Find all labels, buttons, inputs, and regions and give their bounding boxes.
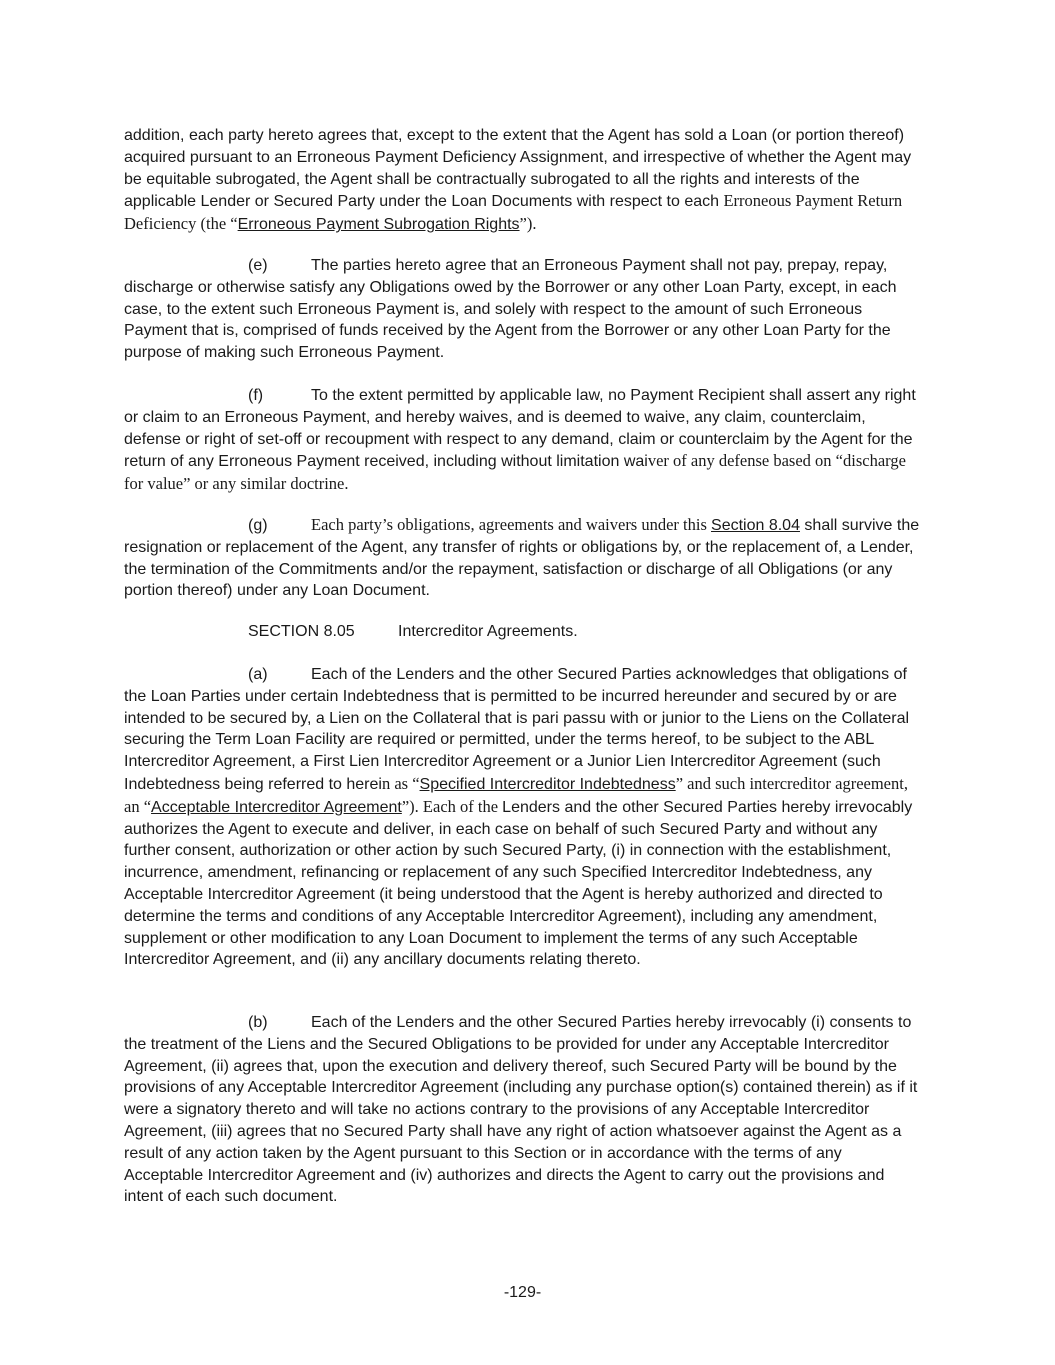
- paragraph-text: Each of the Lenders and the other Secured Parties acknowledges that obligations of the Loan Parties under certain Indebtedness that is permitted to be incurred hereunder and secured by or are intended to be secured by, a Lien on the Collateral that is pari passu with or junior to the Liens on the Collateral securing the Term Loan Facility are required or permitted, under the terms hereof, to be subject to the ABL Intercreditor Agreement, a First Lien Intercreditor Agreement or a Junior Lien Intercreditor Agreement (such Indebtedness being referred to herei: [124, 666, 910, 793]
- paragraph-text: addition, each party hereto agrees that, except to the extent that the Agent has sold a Loan (or portion thereof) acquired pursuant to an Erroneous Payment Deficiency Assignment, and irrespective of whether the Agent may be equitable subrogated, the Agent shall be contractually subrogated to all the rights and interests of the applicable Lender or Secured Party under the Loan Documents with respect to each: [124, 127, 912, 211]
- paragraph-continuation: [124, 125, 924, 236]
- paragraph-text-serif: ”).: [519, 214, 537, 234]
- paragraph-e: [124, 255, 924, 364]
- paragraph-label: (g): [248, 517, 268, 534]
- paragraph-text: To the extent permitted by applicable law, no Payment Recipient shall assert any right or claim to an Erroneous Payment, and hereby waives, and is deemed to waive, any claim, counterclaim, defense or right of set-off or recoupment with respect to any demand, claim or counterclaim by the Agent for the return of any Erroneous Payment received, including without limitation wai: [124, 387, 916, 471]
- paragraph-text: The parties hereto agree that an Erroneous Payment shall not pay, prepay, repay, discharge or otherwise satisfy any Obligations owed by the Borrower or any other Loan Party, except, in each case, to the extent such Erroneous Payment is, and solely with respect to the amount of such Erroneous Payment that is, comprised of funds received by the Agent from the Borrower or any other Loan Party for the purpose of making such Erroneous Payment.: [124, 257, 897, 362]
- paragraph-text: Lenders and the other Secured Parties hereby irrevocably authorizes the Agent to execute and deliver, in each case on behalf of such Secured Party and without any further consent, authorization or other action by such Secured Party, (i) in connection with the establishment, incurrence, amendment, refinancing or replacement of any such Specified Intercreditor Indebtedness, any Acceptable Intercreditor Agreement (it being understood that the Agent is hereby authorized and directed to determine the terms and conditions of any Acceptable Intercreditor Agreement), including any amendment, supplement or other modification to any Loan Document to implement the terms of any such Acceptable Intercreditor Agreement, and (ii) any ancillary documents relating thereto.: [124, 798, 913, 969]
- section-reference-link[interactable]: Section 8.04: [711, 517, 800, 534]
- paragraph-a: [124, 664, 924, 971]
- paragraph-text-serif: Each party’s obligations, agreements and waivers under this: [311, 515, 712, 534]
- paragraph-text-serif: ” and such intercreditor agreement, an “: [124, 773, 908, 816]
- paragraph-f: [124, 385, 924, 496]
- paragraph-label: (f): [248, 387, 264, 404]
- paragraph-text-serif: ”). Each of the: [401, 796, 503, 816]
- section-number: SECTION 8.05: [248, 623, 355, 640]
- section-title: Intercreditor Agreements.: [398, 623, 578, 640]
- paragraph-text-serif: Erroneous Payment Return Deficiency (the “: [124, 191, 903, 234]
- paragraph-label: (b): [248, 1014, 268, 1031]
- paragraph-text: Each of the Lenders and the other Secured Parties hereby irrevocably (i) consents to the treatment of the Liens and the Secured Obligations to be provided for under any Acceptable Intercreditor Agreement, (ii) agrees that, upon the execution and delivery thereof, such Secured Party will be bound by the provisions of any Acceptable Intercreditor Agreement (including any purchase option(s) contained therein) as if it were a signatory thereto and will take no actions contrary to the provisions of any Acceptable Intercreditor Agreement, (iii) agrees that no Secured Party shall have any right of action whatsoever against the Agent as a result of any action taken by the Agent pursuant to this Section or in accordance with the terms of any Acceptable Intercreditor Agreement and (iv) authorizes and directs the Agent to carry out the provisions and intent of each such document.: [124, 1014, 918, 1206]
- paragraph-text: shall survive the resignation or replacement of the Agent, any transfer of rights or obligations by, or the replacement of, a Lender, the termination of the Commitments and/or the repayment, satisfaction or discharge of all Obligations (or any portion thereof) under any Loan Document.: [124, 517, 920, 600]
- paragraph-b: [124, 1012, 924, 1208]
- section-heading: [248, 621, 578, 643]
- paragraph-label: (a): [248, 666, 268, 683]
- defined-term-specified-intercreditor-indebtedness: Specified Intercreditor Indebtedness: [419, 775, 676, 793]
- paragraph-text-serif: n as “: [381, 773, 420, 793]
- defined-term-acceptable-intercreditor-agreement: Acceptable Intercreditor Agreement: [151, 798, 402, 816]
- paragraph-label: (e): [248, 257, 268, 274]
- defined-term-erroneous-payment-subrogation-rights: Erroneous Payment Subrogation Rights: [237, 216, 520, 234]
- paragraph-g: [124, 514, 924, 602]
- paragraph-text-serif: ver of any defense based on “discharge for value” or any similar doctrine.: [124, 451, 906, 494]
- page-number: -129-: [503, 1284, 542, 1301]
